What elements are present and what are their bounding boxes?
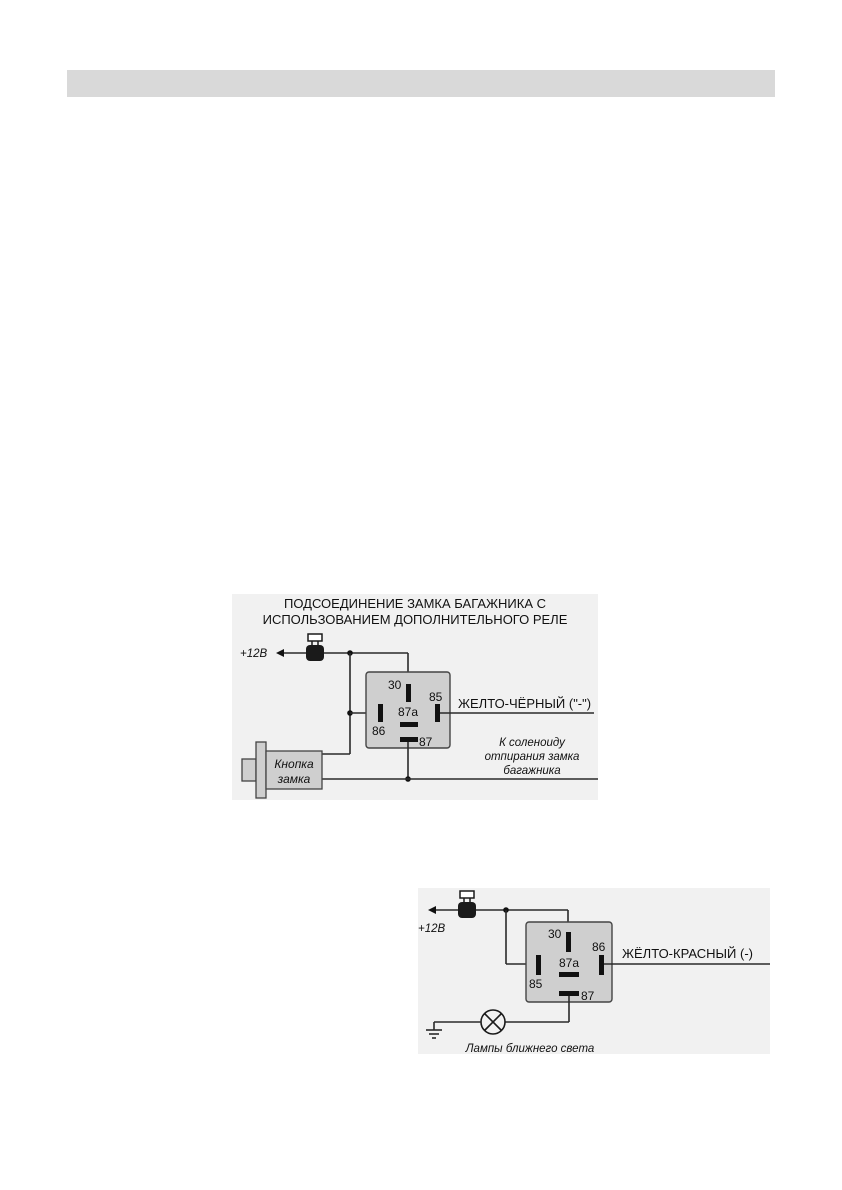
relay-pin-87 (559, 991, 579, 996)
pin-label-87: 87 (581, 989, 595, 1003)
pin-label-86: 86 (372, 724, 386, 738)
relay-pin-86 (378, 704, 383, 722)
relay-pin-30 (566, 932, 571, 952)
relay-pin-30 (406, 684, 411, 702)
control-wire-label: ЖЕЛТО-ЧЁРНЫЙ ("-") (458, 696, 592, 711)
pin-label-87: 87 (419, 735, 433, 749)
solenoid-note-line2: отпирания замка (484, 751, 580, 763)
pin-label-30: 30 (388, 678, 402, 692)
pin-label-30: 30 (548, 927, 562, 941)
pin-label-87a: 87a (398, 705, 419, 719)
pin-label-87a: 87a (559, 956, 580, 970)
diagram-title-line1: ПОДСОЕДИНЕНИЕ ЗАМКА БАГАЖНИКА С (283, 596, 547, 611)
relay-pin-85 (536, 955, 541, 975)
pin-label-85: 85 (529, 977, 543, 991)
trunk-lock-relay-svg (232, 594, 598, 800)
low-beam-relay-diagram (418, 888, 770, 1054)
relay-pin-85 (435, 704, 440, 722)
solenoid-note-line3: багажника (503, 765, 561, 777)
supply-voltage-label: +12В (418, 923, 446, 935)
lamp-icon (481, 1010, 505, 1034)
supply-voltage-label: +12В (240, 648, 268, 660)
relay-pin-87a (400, 722, 418, 727)
low-beam-relay-svg (418, 888, 770, 1054)
trunk-lock-relay-diagram (232, 594, 598, 800)
header-bar (67, 70, 775, 97)
button-label-line2: замка (277, 772, 311, 786)
control-wire-label: ЖЁЛТО-КРАСНЫЙ (-) (622, 946, 753, 961)
relay-pin-86 (599, 955, 604, 975)
lamp-label: Лампы ближнего света (465, 1043, 595, 1054)
pin-label-85: 85 (429, 690, 443, 704)
button-label-line1: Кнопка (274, 757, 314, 771)
relay-pin-87a (559, 972, 579, 977)
solenoid-note-line1: К соленоиду (499, 737, 565, 749)
pin-label-86: 86 (592, 940, 606, 954)
fuse-icon (458, 891, 476, 918)
relay-pin-87 (400, 737, 418, 742)
diagram-title-line2: ИСПОЛЬЗОВАНИЕМ ДОПОЛНИТЕЛЬНОГО РЕЛЕ (262, 612, 568, 627)
fuse-icon (306, 634, 324, 661)
